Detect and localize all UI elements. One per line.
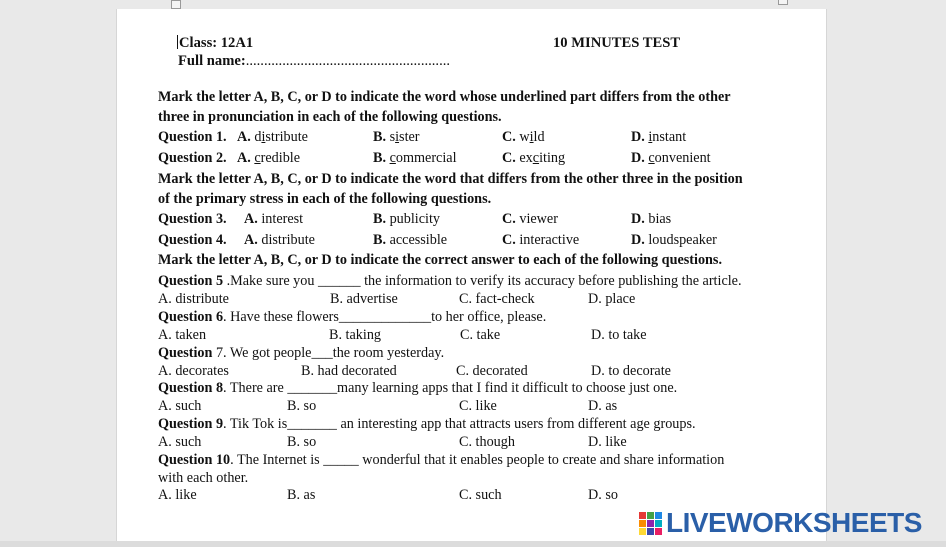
question-10-option-a: A. like xyxy=(158,487,197,503)
question-10-stem-continued: with each other. xyxy=(158,470,249,486)
question-5-option-d: D. place xyxy=(588,291,636,307)
question-6-option-a: A. taken xyxy=(158,327,207,343)
question-9-option-d: D. like xyxy=(588,434,627,450)
question-4-option-a: A. distribute xyxy=(244,232,315,248)
question-8-option-b: B. so xyxy=(287,398,317,414)
question-6-option-d: D. to take xyxy=(591,327,647,343)
question-4-option-d: D. loudspeaker xyxy=(631,232,717,248)
full-name-line xyxy=(178,53,450,70)
question-7-option-d: D. to decorate xyxy=(591,363,671,379)
question-4-option-b: B. accessible xyxy=(373,232,448,248)
ruler-marker-right xyxy=(778,0,788,5)
text-cursor xyxy=(177,35,178,49)
full-name-blank: ........................................................ xyxy=(245,53,451,69)
question-2-option-b: B. commercial xyxy=(373,150,457,166)
logo-cell xyxy=(639,520,646,527)
question-5-option-b: B. advertise xyxy=(330,291,398,307)
question-4-option-c: C. interactive xyxy=(502,232,580,248)
logo-cell xyxy=(655,512,662,519)
question-7-option-b: B. had decorated xyxy=(301,363,397,379)
question-2-label: Question 2. xyxy=(158,150,227,166)
logo-cell xyxy=(639,512,646,519)
question-1-option-a: A. distribute xyxy=(237,129,308,145)
question-8-stem: Question 8. There are _______many learning apps that I find it difficult to choose just one. xyxy=(158,380,678,396)
question-4-label: Question 4. xyxy=(158,232,227,248)
question-6-option-b: B. taking xyxy=(329,327,382,343)
section2-instruction-2: of the primary stress in each of the following questions. xyxy=(158,191,492,207)
question-8-option-d: D. as xyxy=(588,398,618,414)
question-2-option-d: D. convenient xyxy=(631,150,711,166)
question-10-option-b: B. as xyxy=(287,487,316,503)
logo-text: LIVEWORKSHEETS xyxy=(666,507,922,538)
full-name-label: Full name: xyxy=(178,53,246,69)
question-10-stem: Question 10. The Internet is _____ wonderful that it enables people to create and share information xyxy=(158,452,725,468)
question-3-option-b: B. publicity xyxy=(373,211,441,227)
logo-cell xyxy=(647,528,654,535)
liveworksheets-logo-icon xyxy=(639,512,662,535)
section1-instruction-1: Mark the letter A, B, C, or D to indicate the word whose underlined part differs from the other xyxy=(158,89,731,105)
section1-instruction-2: three in pronunciation in each of the following questions. xyxy=(158,109,502,125)
liveworksheets-logo[interactable] xyxy=(639,508,922,538)
question-6-option-c: C. take xyxy=(460,327,501,343)
section2-instruction-1: Mark the letter A, B, C, or D to indicate the word that differs from the other three in the position xyxy=(158,171,743,187)
question-9-option-b: B. so xyxy=(287,434,317,450)
question-1-option-b: B. sister xyxy=(373,129,420,145)
question-3-option-c: C. viewer xyxy=(502,211,558,227)
logo-cell xyxy=(655,520,662,527)
question-1-option-d: D. instant xyxy=(631,129,687,145)
test-title: 10 MINUTES TEST xyxy=(553,35,681,51)
class-label: Class: 12A1 xyxy=(179,35,254,51)
question-3-option-d: D. bias xyxy=(631,211,672,227)
question-10-option-c: C. such xyxy=(459,487,502,503)
question-6-stem: Question 6. Have these flowers_____________to her office, please. xyxy=(158,309,547,325)
bottom-scrollbar[interactable] xyxy=(0,541,946,547)
question-9-option-c: C. though xyxy=(459,434,515,450)
question-3-option-a: A. interest xyxy=(244,211,304,227)
question-8-option-c: C. like xyxy=(459,398,497,414)
logo-cell xyxy=(647,520,654,527)
question-2-option-c: C. exciting xyxy=(502,150,566,166)
question-2-option-a: A. credible xyxy=(237,150,301,166)
question-5-option-c: C. fact-check xyxy=(459,291,535,307)
question-8-option-a: A. such xyxy=(158,398,202,414)
question-9-stem: Question 9. Tik Tok is_______ an interesting app that attracts users from different age groups. xyxy=(158,416,696,432)
question-5-option-a: A. distribute xyxy=(158,291,229,307)
question-5-stem: Question 5 .Make sure you ______ the information to verify its accuracy before publishing the article. xyxy=(158,273,742,289)
logo-cell xyxy=(655,528,662,535)
ruler-marker-left xyxy=(171,0,181,9)
question-7-option-c: C. decorated xyxy=(456,363,528,379)
logo-cell xyxy=(639,528,646,535)
question-1-label: Question 1. xyxy=(158,129,227,145)
question-10-option-d: D. so xyxy=(588,487,618,503)
question-1-option-c: C. wild xyxy=(502,129,545,145)
question-9-option-a: A. such xyxy=(158,434,202,450)
question-3-label: Question 3. xyxy=(158,211,227,227)
question-7-option-a: A. decorates xyxy=(158,363,229,379)
section3-instruction-1: Mark the letter A, B, C, or D to indicate the correct answer to each of the following questions. xyxy=(158,252,722,268)
question-7-stem: Question 7. We got people___the room yesterday. xyxy=(158,345,445,361)
logo-cell xyxy=(647,512,654,519)
